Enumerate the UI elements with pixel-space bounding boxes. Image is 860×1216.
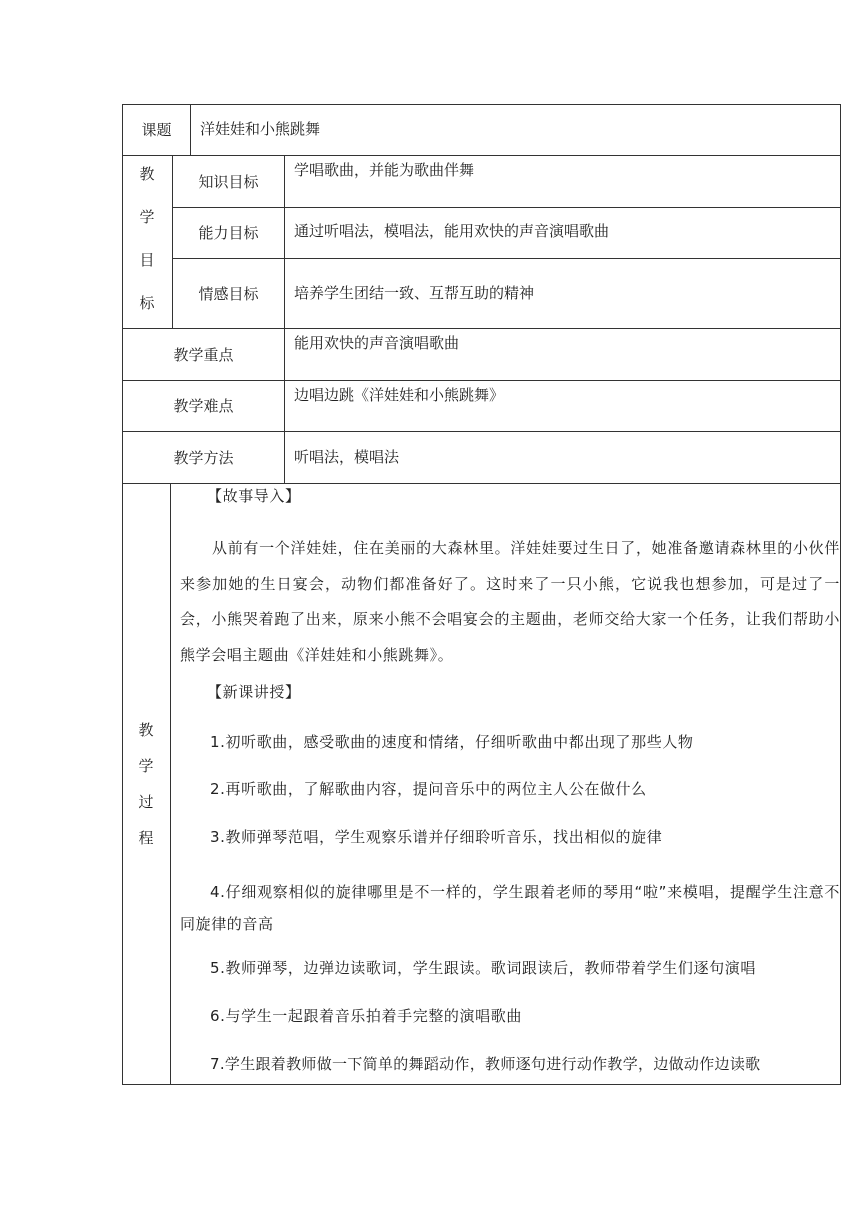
step-item: 7.学生跟着教师做一下简单的舞蹈动作，教师逐句进行动作教学，边做动作边读歌 — [210, 1055, 761, 1073]
process-header-char: 程 — [138, 829, 154, 847]
story-text: 从前有一个洋娃娃，住在美丽的大森林里。洋娃娃要过生日了，她准备邀请森林里的小伙伴来参加她的生日宴会，动物们都准备好了。这时来了一只小熊，它说我也想参加，可是过了一会，小熊哭着跑了出来，原来小熊不会唱宴会的主题曲，老师交给大家一个任务，让我们帮助小熊学会唱主题曲《洋娃娃和小熊跳舞》。 — [180, 539, 840, 664]
step-item: 2.再听歌曲，了解歌曲内容，提问音乐中的两位主人公在做什么 — [210, 780, 647, 798]
key-point-value: 能用欢快的声音演唱歌曲 — [294, 334, 460, 352]
col-divider — [170, 483, 171, 1085]
col-divider — [190, 104, 191, 156]
goal-value-ability: 通过听唱法，模唱法，能用欢快的声音演唱歌曲 — [294, 222, 610, 240]
goal-label-ability: 能力目标 — [198, 224, 259, 242]
goals-header — [122, 163, 172, 312]
goal-value-emotion: 培养学生团结一致、互帮互助的精神 — [294, 284, 535, 302]
method-value: 听唱法，模唱法 — [294, 448, 400, 466]
goal-label-emotion: 情感目标 — [198, 284, 259, 303]
col-divider — [284, 155, 285, 484]
title-value: 洋娃娃和小熊跳舞 — [200, 120, 321, 138]
new-lesson-heading: 【新课讲授】 — [207, 683, 301, 701]
title-label: 课题 — [141, 121, 172, 139]
goal-value-knowledge: 学唱歌曲，并能为歌曲伴舞 — [294, 161, 475, 179]
goals-header-char: 教 — [139, 165, 155, 183]
goals-header-char: 标 — [139, 294, 155, 312]
goal-label-knowledge: 知识目标 — [198, 172, 259, 191]
process-header-char: 过 — [138, 793, 154, 811]
step-item: 6.与学生一起跟着音乐拍着手完整的演唱歌曲 — [210, 1007, 522, 1025]
step-item: 3.教师弹琴范唱，学生观察乐谱并仔细聆听音乐，找出相似的旋律 — [210, 828, 663, 846]
difficulty-label: 教学难点 — [173, 397, 234, 415]
process-header-char: 教 — [138, 721, 154, 739]
process-header-char: 学 — [138, 757, 154, 775]
method-label: 教学方法 — [173, 448, 234, 467]
goals-header-char: 目 — [139, 251, 155, 269]
table-border-bottom — [122, 1084, 841, 1085]
step-item: 1.初听歌曲，感受歌曲的速度和情绪，仔细听歌曲中都出现了那些人物 — [210, 733, 694, 751]
key-point-label: 教学重点 — [173, 345, 234, 364]
table-border-right — [840, 104, 841, 1085]
goals-header-char: 学 — [139, 208, 155, 226]
difficulty-value: 边唱边跳《洋娃娃和小熊跳舞》 — [294, 386, 505, 404]
table-border-top — [122, 104, 841, 105]
process-header — [122, 719, 170, 847]
story-heading: 【故事导入】 — [207, 487, 301, 505]
row-divider — [122, 483, 841, 484]
step-item: 4.仔细观察相似的旋律哪里是不一样的，学生跟着老师的琴用“啦”来模唱，提醒学生注意不同旋律的音高 — [180, 883, 840, 933]
step-item: 5.教师弹琴，边弹边读歌词，学生跟读。歌词跟读后，教师带着学生们逐句演唱 — [210, 959, 756, 977]
